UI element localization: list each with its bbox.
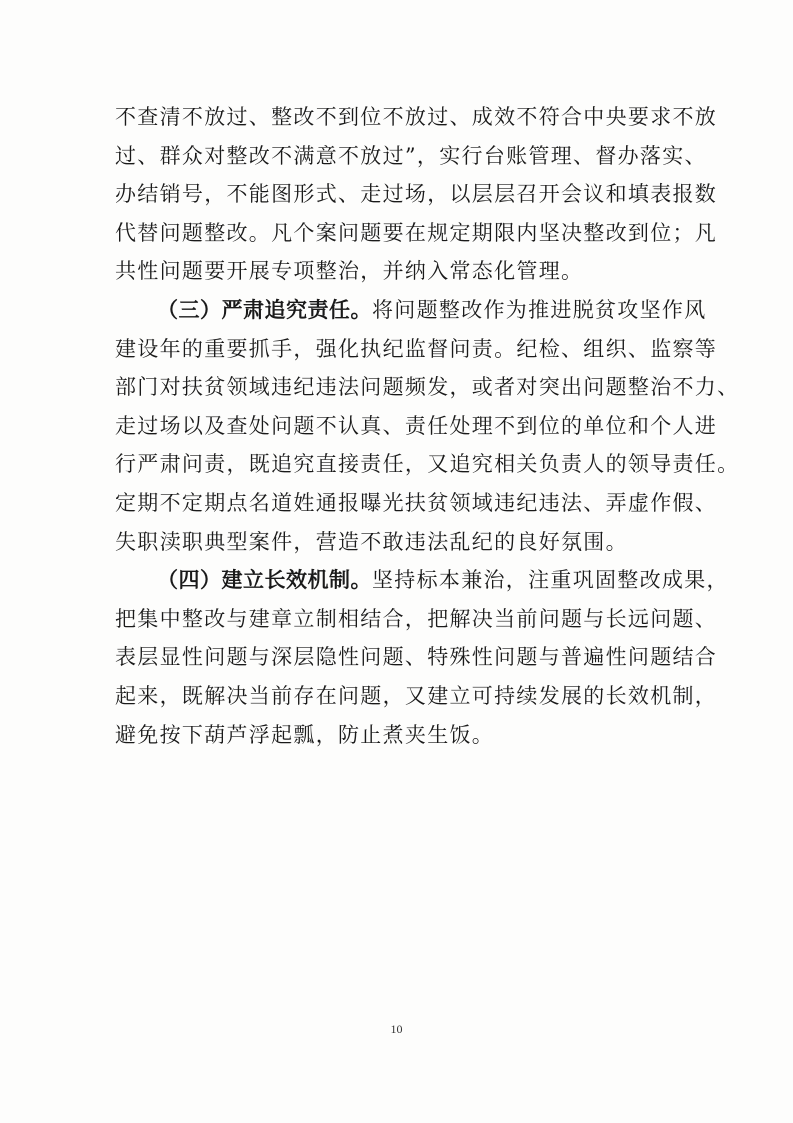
text-line: 走过场以及查处问题不认真、责任处理不到位的单位和个人进: [115, 413, 718, 438]
text-line: 失职渎职典型案件，营造不敢违法乱纪的良好氛围。: [115, 529, 628, 554]
paragraph-2: [115, 291, 740, 561]
text-line: 不查清不放过、整改不到位不放过、成效不符合中央要求不放: [115, 105, 718, 129]
text-line: 起来，既解决当前存在问题，又建立可持续发展的长效机制，: [115, 683, 718, 708]
text-line: 部门对扶贫领域违纪违法问题频发，或者对突出问题整治不力、: [115, 375, 740, 400]
text-span: 坚持标本兼治，注重巩固整改成果，: [372, 568, 729, 593]
text-line: 建设年的重要抓手，强化执纪监督问责。纪检、组织、监察等: [115, 336, 718, 361]
section-heading-3: （三）严肃追究责任。: [157, 297, 372, 322]
text-line: 共性问题要开展专项整治，并纳入常态化管理。: [115, 259, 584, 284]
text-line: 代替问题整改。凡个案问题要在规定期限内坚决整改到位；凡: [115, 220, 718, 245]
text-line: 过、群众对整改不满意不放过”，实行台账管理、督办落实、: [115, 143, 707, 168]
paragraph-1: [115, 98, 718, 291]
text-line: 行严肃问责，既追究直接责任，又追究相关负责人的领导责任。: [115, 452, 740, 477]
text-line: 把集中整改与建章立制相结合，把解决当前问题与长远问题、: [115, 606, 718, 631]
body-text: [115, 98, 740, 754]
text-line: [115, 291, 715, 330]
page-number: 10: [390, 1022, 403, 1036]
text-line: 定期不定期点名道姓通报曝光扶贫领域违纪违法、弄虚作假、: [115, 490, 718, 515]
text-line: [115, 561, 729, 600]
paragraph-3: [115, 561, 729, 754]
text-line: 办结销号，不能图形式、走过场，以层层召开会议和填表报数: [115, 182, 718, 207]
text-line: 避免按下葫芦浮起瓢，防止煮夹生饭。: [115, 722, 495, 747]
section-heading-4: （四）建立长效机制。: [157, 568, 372, 593]
text-line: 表层显性问题与深层隐性问题、特殊性问题与普遍性问题结合: [115, 645, 718, 670]
text-span: 将问题整改作为推进脱贫攻坚作风: [372, 297, 707, 322]
